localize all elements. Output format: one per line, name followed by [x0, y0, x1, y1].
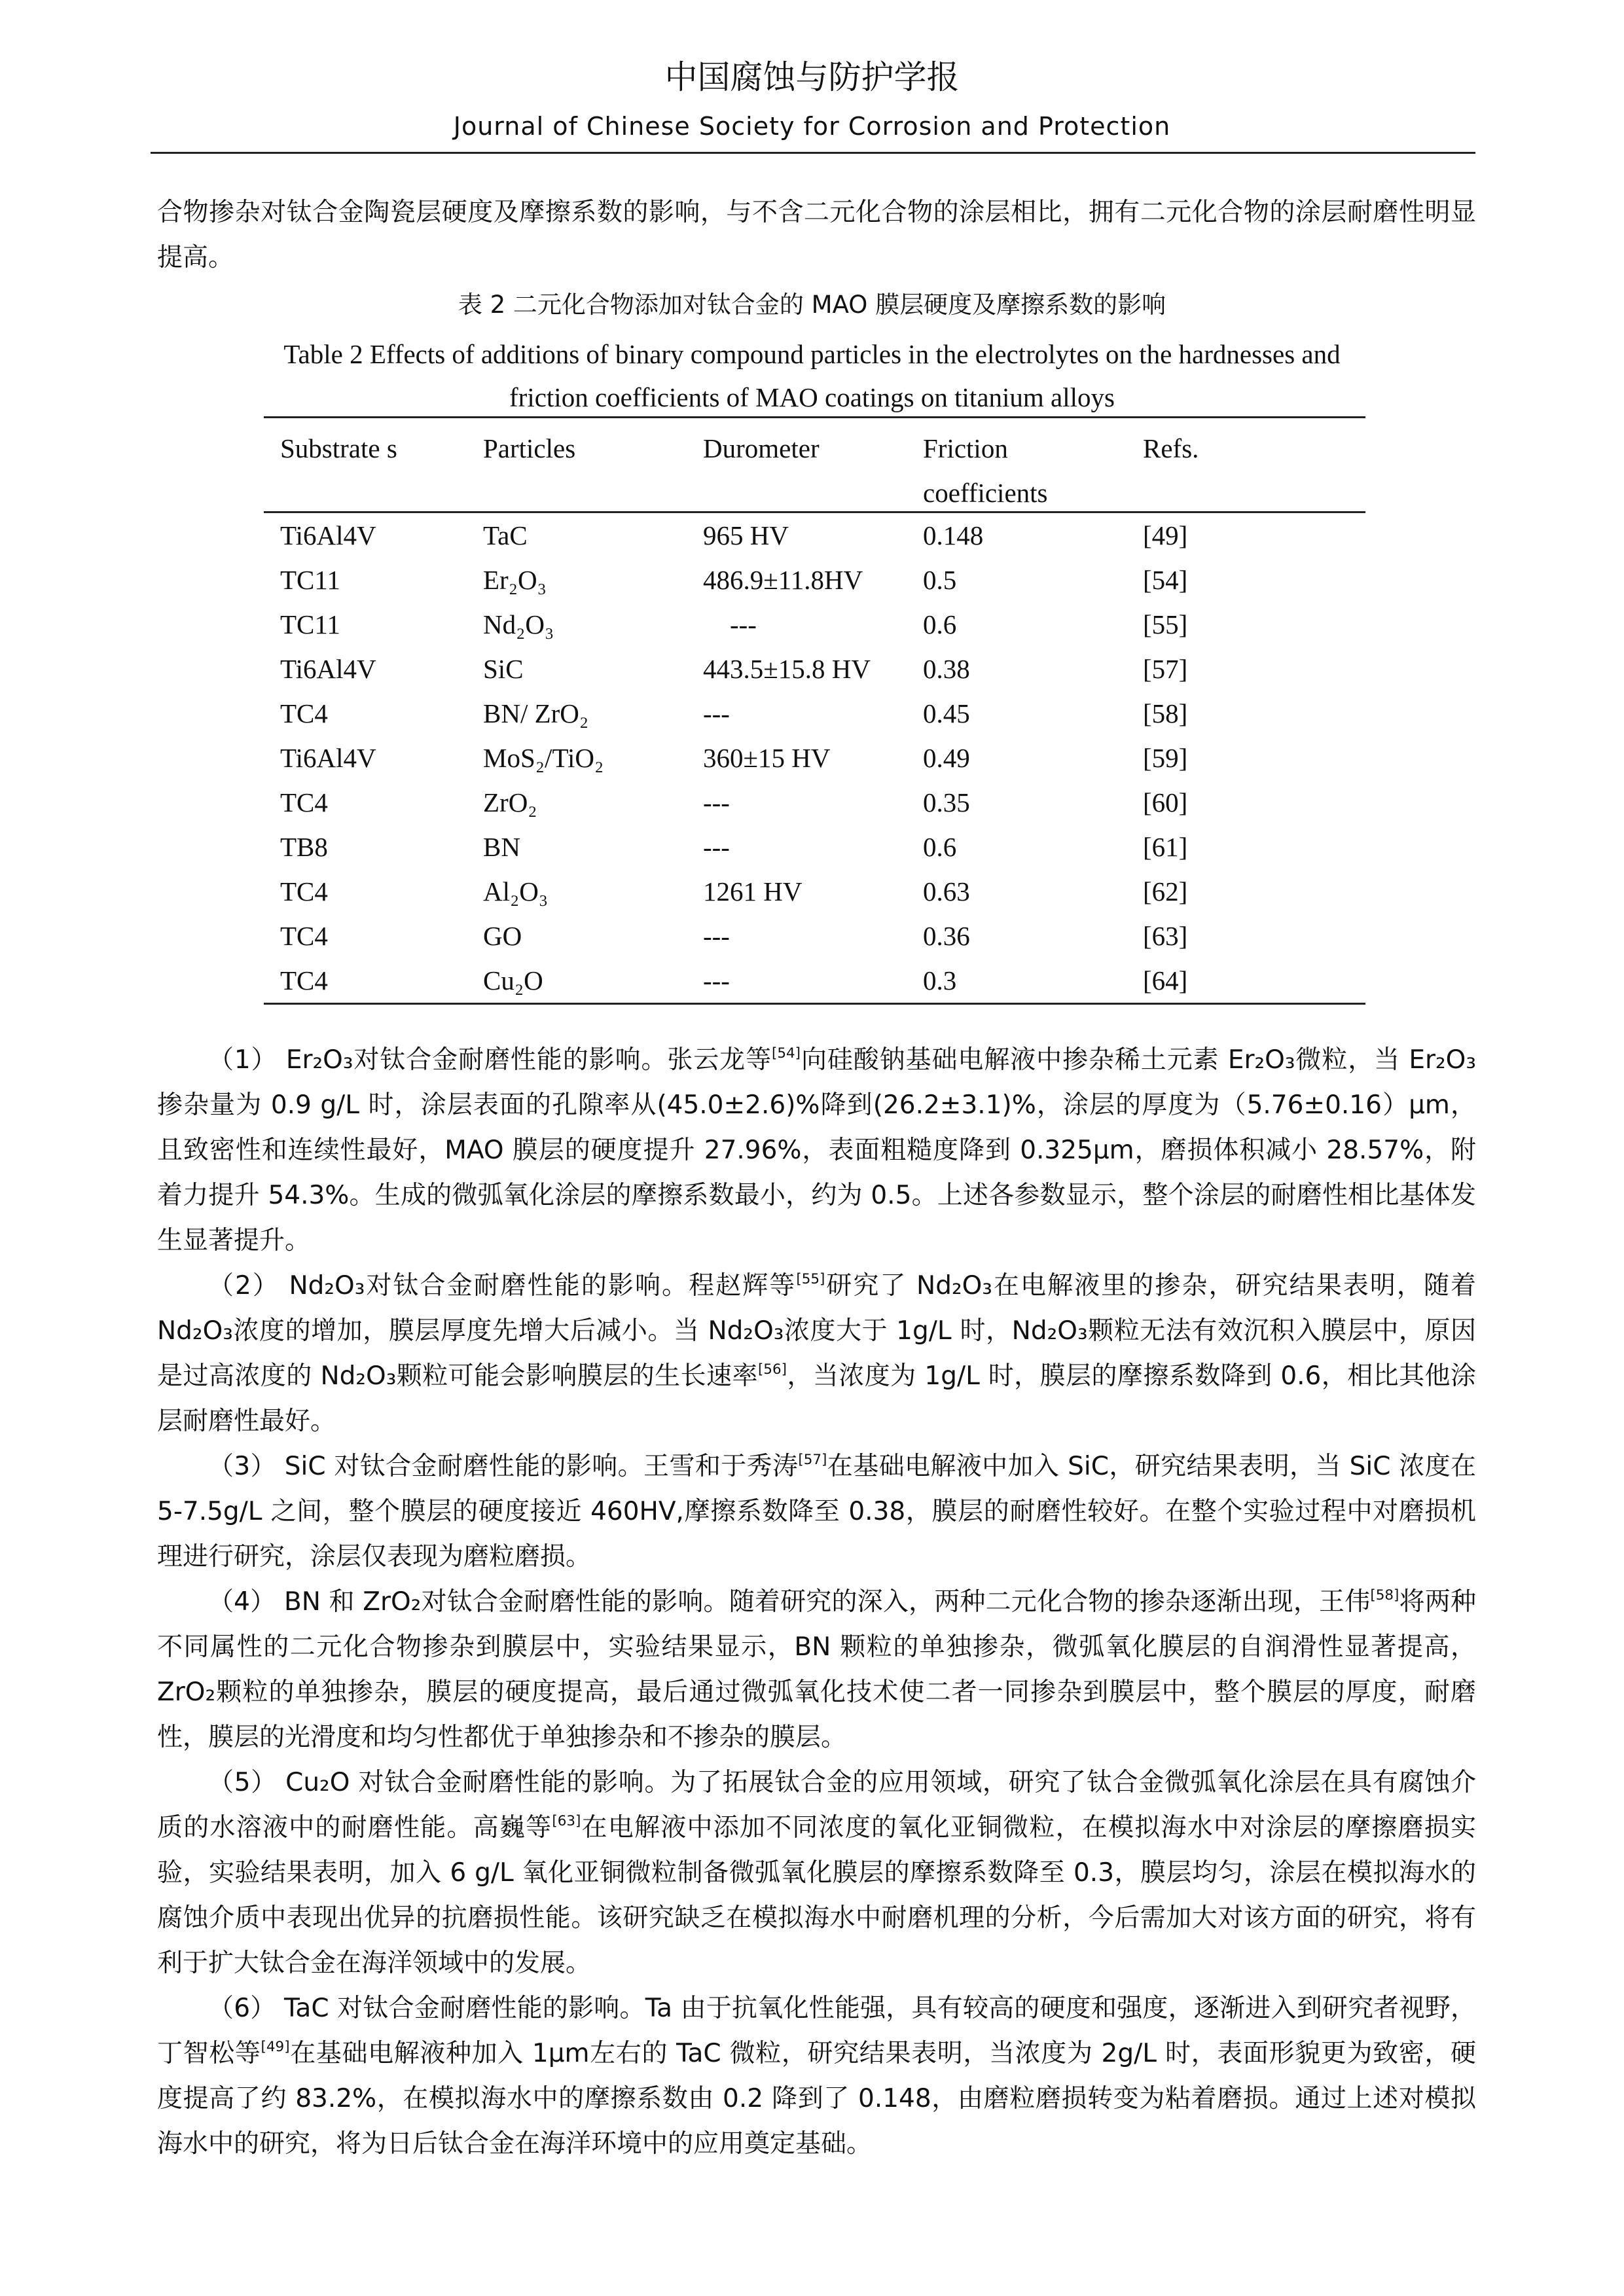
cell-refs: [55]	[1143, 609, 1188, 639]
para-text: 向硅酸钠基础电解液中掺杂稀土元素 Er₂O₃微粒，当 Er₂O₃ 掺杂量为 0.9 g/L 时，涂层表面的孔隙率从(45.0±2.6)%降到(26.2±3.1)%，涂层的厚度为（5.76±0.16）μm，且致密性和连续性最好，MAO 膜层的硬度提升 27.96%，表面粗糙度降到 0.325μm，磨损体积减小 28.57%，附着力提升 54.3%。生成的微弧氧化涂层的摩擦系数最小，约为 0.5。上述各参数显示，整个涂层的耐磨性相比基体发生显著提升。	[157, 1045, 1477, 1255]
cell-substrate: TC11	[280, 565, 340, 595]
para-text: （1） Er₂O₃对钛合金耐磨性能的影响。张云龙等	[208, 1045, 772, 1075]
cell-refs: [59]	[1143, 743, 1188, 773]
para-text: 在电解液中添加不同浓度的氧化亚铜微粒，在模拟海水中对涂层的摩擦磨损实验，实验结果表明，加入 6 g/L 氧化亚铜微粒制备微弧氧化膜层的摩擦系数降至 0.3，膜层均匀，涂层在模拟海水的腐蚀介质中表现出优异的抗磨损性能。该研究缺乏在模拟海水中耐磨机理的分析，今后需加大对该方面的研究，将有利于扩大钛合金在海洋领域中的发展。	[157, 1813, 1476, 1978]
cell-particles: BN	[483, 832, 520, 862]
cell-substrate: TC4	[280, 965, 328, 996]
cell-friction: 0.49	[923, 743, 970, 773]
cell-refs: [62]	[1143, 876, 1188, 906]
cell-refs: [64]	[1143, 965, 1188, 996]
table-row	[264, 558, 1365, 602]
journal-title-cn: 中国腐蚀与防护学报	[664, 58, 960, 96]
cell-particles: GO	[483, 921, 522, 951]
cell-substrate: Ti6Al4V	[280, 520, 376, 550]
table-row	[264, 780, 1365, 825]
cell-friction: 0.35	[923, 787, 970, 817]
citation: [58]	[1370, 1587, 1399, 1604]
cell-friction: 0.38	[923, 654, 970, 684]
cell-particles: MoS₂/TiO₂	[483, 743, 604, 773]
cell-durometer: 965 HV	[703, 520, 789, 550]
cell-friction: 0.3	[923, 965, 957, 996]
cell-friction: 0.5	[923, 565, 957, 595]
table-caption-cn: 表 2 二元化合物添加对钛合金的 MAO 膜层硬度及摩擦系数的影响	[458, 291, 1166, 319]
paragraph-tac	[157, 1986, 1476, 2166]
citation: [54]	[772, 1045, 801, 1062]
para-text: （5） Cu₂O 对钛合金耐磨性能的影响。为了拓展钛合金的应用领域，研究了钛合金微弧氧化涂层在具有腐蚀介质的水溶液中的耐磨性能。高巍等	[157, 1768, 1476, 1842]
table-row	[264, 647, 1365, 691]
cell-friction: 0.148	[923, 520, 984, 550]
cell-durometer: ---	[703, 787, 730, 817]
para-text: （6） TaC 对钛合金耐磨性能的影响。Ta 由于抗氧化性能强，具有较高的硬度和强度，逐渐进入到研究者视野，丁智松等	[157, 1994, 1476, 2068]
cell-friction: 0.6	[923, 832, 957, 862]
header-substrate: Substrate s	[280, 433, 397, 463]
cell-refs: [58]	[1143, 698, 1188, 728]
header-refs: Refs.	[1143, 433, 1199, 463]
citation: [56]	[757, 1361, 787, 1378]
cell-friction: 0.45	[923, 698, 970, 728]
table-row	[264, 869, 1365, 914]
table-row	[264, 736, 1365, 780]
cell-refs: [63]	[1143, 921, 1188, 951]
cell-particles: SiC	[483, 654, 524, 684]
cell-friction: 0.63	[923, 876, 970, 906]
cell-refs: [61]	[1143, 832, 1188, 862]
cell-refs: [57]	[1143, 654, 1188, 684]
citation: [55]	[796, 1270, 825, 1287]
table-caption-en: Table 2 Effects of additions of binary compound particles in the electrolytes on the hardnesses and friction coefficients of MAO coatings on titanium alloys	[283, 339, 1341, 412]
para-text: （4） BN 和 ZrO₂对钛合金耐磨性能的影响。随着研究的深入，两种二元化合物的掺杂逐渐出现，王伟	[208, 1587, 1371, 1617]
intro-paragraph: 合物掺杂对钛合金陶瓷层硬度及摩擦系数的影响，与不含二元化合物的涂层相比，拥有二元化合物的涂层耐磨性明显提高。	[157, 198, 1476, 272]
table-body	[264, 513, 1365, 1003]
cell-durometer: 360±15 HV	[703, 743, 831, 773]
cell-friction: 0.6	[923, 609, 957, 639]
header-durometer: Durometer	[703, 433, 820, 463]
citation: [49]	[261, 2038, 290, 2055]
para-text: （3） SiC 对钛合金耐磨性能的影响。王雪和于秀涛	[208, 1452, 799, 1481]
cell-particles: Al₂O₃	[483, 876, 549, 906]
para-text: 研究了 Nd₂O₃在电解液里的掺杂，研究结果表明，随着 Nd₂O₃浓度的增加，膜层厚度先增大后减小。当 Nd₂O₃浓度大于 1g/L 时，Nd₂O₃颗粒无法有效沉积入膜层中，原因是过高浓度的 Nd₂O₃颗粒可能会影响膜层的生长速率	[157, 1271, 1477, 1391]
cell-particles: BN/ ZrO₂	[483, 698, 589, 728]
cell-durometer: ---	[703, 921, 730, 951]
citation: [63]	[552, 1812, 581, 1829]
cell-substrate: TC4	[280, 876, 328, 906]
cell-substrate: TC4	[280, 921, 328, 951]
cell-refs: [54]	[1143, 565, 1188, 595]
paragraph-sic	[157, 1444, 1476, 1579]
cell-friction: 0.36	[923, 921, 970, 951]
cell-substrate: TC4	[280, 787, 328, 817]
header-rule	[151, 152, 1475, 154]
body-section	[157, 1037, 1476, 2166]
citation: [57]	[798, 1451, 827, 1468]
cell-durometer: 1261 HV	[703, 876, 803, 906]
cell-substrate: Ti6Al4V	[280, 743, 376, 773]
header-particles: Particles	[483, 433, 576, 463]
cell-durometer: 486.9±11.8HV	[703, 565, 863, 595]
cell-substrate: TC11	[280, 609, 340, 639]
table-row	[264, 825, 1365, 869]
table-header-row	[264, 418, 1365, 511]
para-text: ，当浓度为 1g/L 时，膜层的摩擦系数降到 0.6，相比其他涂层耐磨性最好。	[157, 1361, 1476, 1436]
cell-durometer: ---	[703, 609, 757, 639]
para-text: 在基础电解液中加入 SiC，研究结果表明，当 SiC 浓度在 5-7.5g/L 之间，整个膜层的硬度接近 460HV,摩擦系数降至 0.38，膜层的耐磨性较好。在整个实验过程中对磨损机理进行研究，涂层仅表现为磨粒磨损。	[157, 1452, 1477, 1571]
table-bottom-rule	[264, 1003, 1365, 1005]
cell-substrate: TC4	[280, 698, 328, 728]
paragraph-er2o3	[157, 1037, 1476, 1263]
cell-particles: Nd₂O₃	[483, 609, 554, 639]
para-text: 在基础电解液种加入 1μm左右的 TaC 微粒，研究结果表明，当浓度为 2g/L 时，表面形貌更为致密，硬度提高了约 83.2%，在模拟海水中的摩擦系数由 0.2 降到了 0.148，由磨粒磨损转变为粘着磨损。通过上述对模拟海水中的研究，将为日后钛合金在海洋环境中的应用奠定基础。	[157, 2039, 1476, 2159]
header-friction: Friction coefficients	[923, 433, 1048, 508]
cell-durometer: 443.5±15.8 HV	[703, 654, 871, 684]
cell-substrate: Ti6Al4V	[280, 654, 376, 684]
paragraph-nd2o3	[157, 1263, 1476, 1444]
cell-durometer: ---	[703, 965, 730, 996]
journal-title-en: Journal of Chinese Society for Corrosion and Protection	[453, 112, 1171, 141]
para-text: （2） Nd₂O₃对钛合金耐磨性能的影响。程赵辉等	[208, 1271, 797, 1300]
cell-refs: [60]	[1143, 787, 1188, 817]
cell-substrate: TB8	[280, 832, 328, 862]
cell-durometer: ---	[703, 832, 730, 862]
paragraph-bn-zro2	[157, 1579, 1476, 1760]
para-text: 将两种不同属性的二元化合物掺杂到膜层中，实验结果显示，BN 颗粒的单独掺杂，微弧氧化膜层的自润滑性显著提高，ZrO₂颗粒的单独掺杂，膜层的硬度提高，最后通过微弧氧化技术使二者一同掺杂到膜层中，整个膜层的厚度，耐磨性，膜层的光滑度和均匀性都优于单独掺杂和不掺杂的膜层。	[157, 1587, 1476, 1752]
paragraph-cu2o	[157, 1760, 1476, 1986]
table-row	[264, 958, 1365, 1003]
table-row	[264, 513, 1365, 558]
data-table	[264, 416, 1365, 1005]
cell-particles: ZrO₂	[483, 787, 537, 817]
cell-durometer: ---	[703, 698, 730, 728]
cell-particles: Cu₂O	[483, 965, 543, 996]
cell-particles: TaC	[483, 520, 528, 550]
cell-refs: [49]	[1143, 520, 1188, 550]
table-row	[264, 914, 1365, 958]
table-row	[264, 691, 1365, 736]
cell-particles: Er₂O₃	[483, 565, 547, 595]
table-row	[264, 602, 1365, 647]
